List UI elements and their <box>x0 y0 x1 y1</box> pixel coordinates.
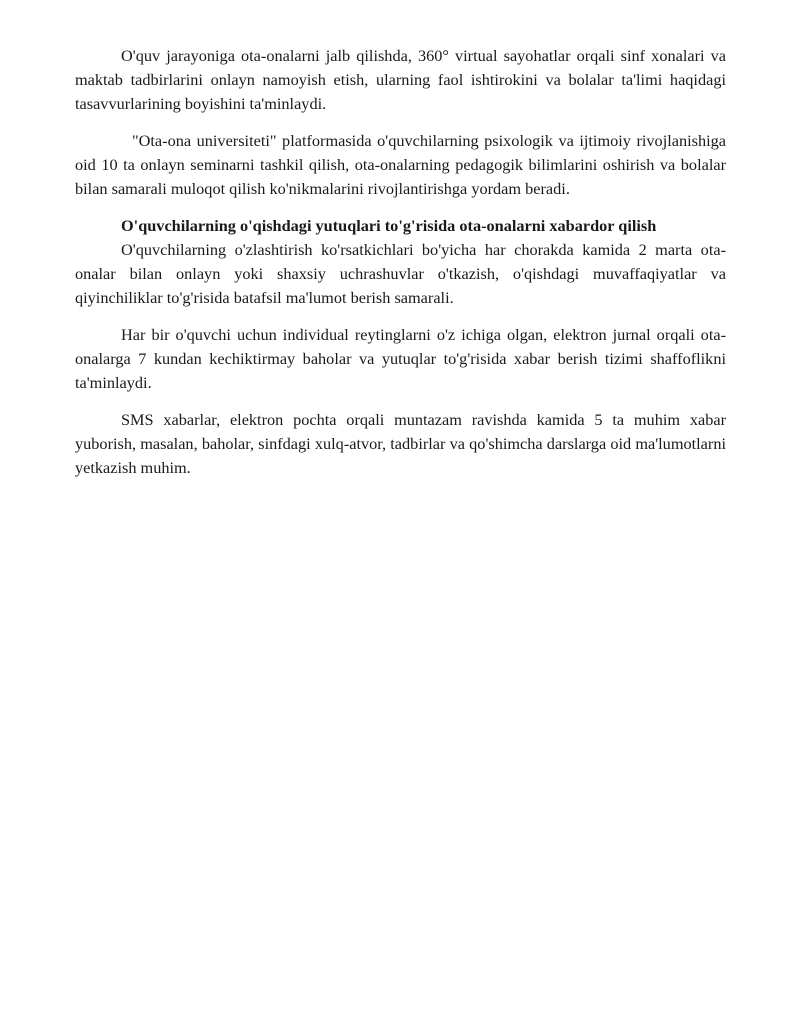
document-body <box>75 44 726 493</box>
paragraph-sms-messages: SMS xabarlar, elektron pochta orqali muntazam ravishda kamida 5 ta muhim xabar yuborish, masalan, baholar, sinfdagi xulq-atvor, tadbirlar va qo'shimcha darslarga oid ma'lumotlarni yetkazish muhim. <box>75 410 726 477</box>
paragraph-virtual-tours: O'quv jarayoniga ota-onalarni jalb qilishda, 360° virtual sayohatlar orqali sinf xonalari va maktab tadbirlarini onlayn namoyish etish, ularning faol ishtirokini va bolalar ta'limi haqidagi tasavvurlarining boyishini ta'minlaydi. <box>75 46 726 113</box>
paragraph-electronic-journal: Har bir o'quvchi uchun individual reytinglarni o'z ichiga olgan, elektron jurnal orqali ota-onalarga 7 kundan kechiktirmay baholar va yutuqlar to'g'risida xabar berish tizimi shaffoflikni ta'minlaydi. <box>75 325 726 392</box>
paragraph-parent-university: "Ota-ona universiteti" platformasida o'quvchilarning psixologik va ijtimoiy rivojlanishiga oid 10 ta onlayn seminarni tashkil qilish, ota-onalarning pedagogik bilimlarini oshirish va bolalar bilan samarali muloqot qilish ko'nikmalarini rivojlantirishga yordam beradi. <box>75 131 726 198</box>
section-heading: O'quvchilarning o'qishdagi yutuqlari to'g'risida ota-onalarni xabardor qilish <box>121 216 657 235</box>
paragraph-quarterly-meetings: O'quvchilarning o'zlashtirish ko'rsatkichlari bo'yicha har chorakda kamida 2 marta ota-onalar bilan onlayn yoki shaxsiy uchrashuvlar o'tkazish, o'qishdagi muvaffaqiyatlar va qiyinchiliklar to'g'risida batafsil ma'lumot berish samarali. <box>75 240 726 307</box>
